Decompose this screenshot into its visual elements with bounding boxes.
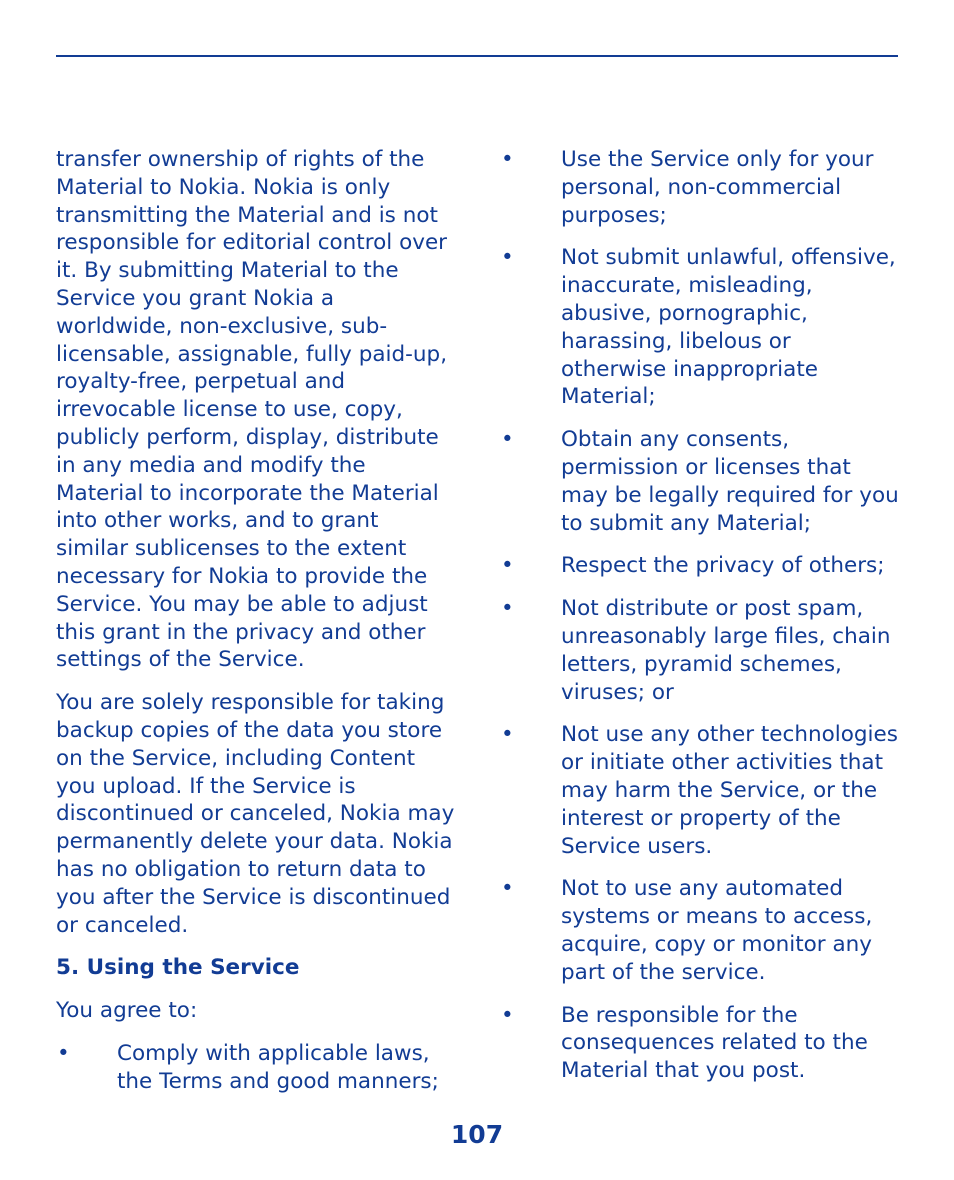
- right-column: [500, 146, 900, 1100]
- bullet-text: Obtain any consents, permission or licenses that may be legally required for you to submit any Material;: [561, 427, 899, 536]
- bullet-icon: •: [501, 722, 514, 748]
- bullet-item: [56, 1040, 456, 1096]
- page-number: 107: [450, 1120, 504, 1149]
- bullet-text: Respect the privacy of others;: [561, 553, 885, 579]
- bullet-item: [500, 244, 900, 411]
- bullet-icon: •: [501, 876, 514, 902]
- bullet-item: [500, 552, 900, 580]
- bullet-text: Not submit unlawful, offensive, inaccurate, misleading, abusive, pornographic, harassing, libelous or otherwise inappropriate Material;: [561, 245, 896, 410]
- bullet-text: Comply with applicable laws, the Terms and good manners;: [117, 1040, 439, 1094]
- bullet-icon: •: [501, 596, 514, 622]
- intro-text: You agree to:: [56, 998, 198, 1024]
- bullet-icon: •: [501, 1002, 514, 1028]
- bullet-icon: •: [501, 553, 514, 579]
- bullet-item: [500, 595, 900, 706]
- bullet-icon: •: [501, 427, 514, 453]
- bullet-item: [500, 426, 900, 537]
- bullet-item: [500, 1002, 900, 1085]
- bullet-text: Use the Service only for your personal, non-commercial purposes;: [561, 147, 874, 228]
- bullet-item: [500, 875, 900, 986]
- bullet-text: Not use any other technologies or initiate other activities that may harm the Service, or the interest or property of the Service users.: [561, 722, 898, 859]
- bullet-item: [500, 146, 900, 229]
- body-paragraph: You are solely responsible for taking backup copies of the data you store on the Service, including Content you upload. If the Service is discontinued or canceled, Nokia may permanently delete your data. Nokia has no obligation to return data to you after the Service is discontinued or canceled.: [56, 690, 455, 938]
- section-heading: 5. Using the Service: [56, 955, 300, 981]
- left-column: [56, 146, 456, 1111]
- bullet-text: Not distribute or post spam, unreasonably large files, chain letters, pyramid schemes, viruses; or: [561, 596, 891, 705]
- bullet-icon: •: [501, 147, 514, 172]
- header-rule: [56, 55, 898, 57]
- bullet-item: [500, 721, 900, 860]
- body-paragraph: transfer ownership of rights of the Material to Nokia. Nokia is only transmitting the Material and is not responsible for editorial control over it. By submitting Material to the Service you grant Nokia a worldwide, non-exclusive, sub-licensable, assignable, fully paid-up, royalty-free, perpetual and irrevocable license to use, copy, publicly perform, display, distribute in any media and modify the Material to incorporate the Material into other works, and to grant similar sublicenses to the extent necessary for Nokia to provide the Service. You may be able to adjust this grant in the privacy and other settings of the Service.: [56, 147, 448, 673]
- bullet-icon: •: [57, 1040, 70, 1066]
- bullet-icon: •: [501, 245, 514, 271]
- bullet-text: Not to use any automated systems or means to access, acquire, copy or monitor any part of the service.: [561, 876, 873, 985]
- bullet-text: Be responsible for the consequences related to the Material that you post.: [561, 1002, 868, 1084]
